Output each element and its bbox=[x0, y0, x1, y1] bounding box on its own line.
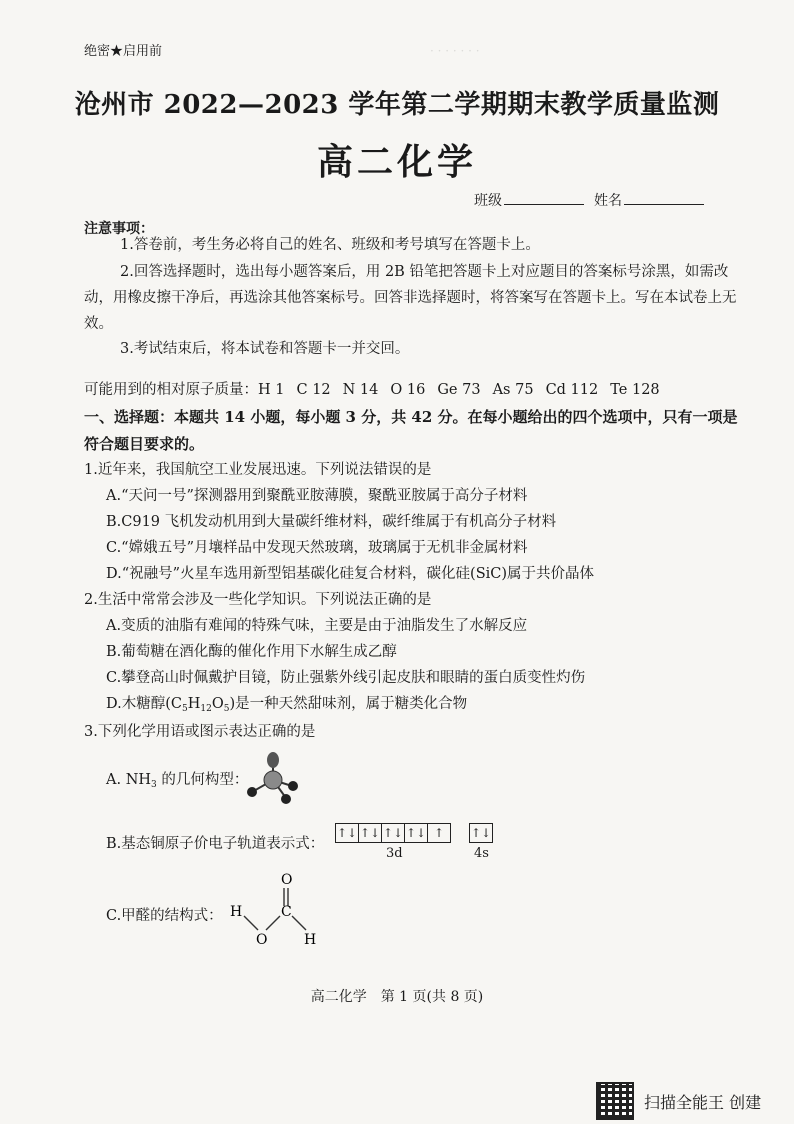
exam-title: 沧州市 2022—2023 学年第二学期期末教学质量监测 bbox=[74, 90, 720, 120]
question-1-stem: 1.近年来，我国航空工业发展迅速。下列说法错误的是 bbox=[84, 462, 432, 478]
secret-label: 绝密★启用前 bbox=[84, 44, 163, 59]
atomic-mass: Ge 73 bbox=[437, 382, 481, 398]
scanner-label: 扫描全能王 创建 bbox=[644, 1092, 762, 1112]
atomic-mass: C 12 bbox=[296, 382, 331, 398]
nh3-ball-stick-model-icon bbox=[240, 750, 306, 810]
scanner-watermark bbox=[596, 1082, 761, 1120]
question-2-option-b: B.葡萄糖在酒化酶的催化作用下水解生成乙醇 bbox=[106, 644, 397, 660]
option-d-text: O bbox=[211, 696, 224, 712]
section-title: 一、选择题：本题共 14 小题，每小题 3 分，共 42 分。在每小题给出的四个选项中，只有一项是符合题目要求的。 bbox=[84, 408, 738, 453]
question-2-stem: 2.生活中常常会涉及一些化学知识。下列说法正确的是 bbox=[84, 592, 432, 608]
bleed-through-text: · · · · · · · bbox=[430, 44, 480, 58]
subscript: 5 bbox=[181, 704, 188, 714]
atomic-mass: Cd 112 bbox=[545, 382, 599, 398]
subject-title: 高二化学 bbox=[316, 141, 477, 183]
atomic-mass: H 1 bbox=[258, 382, 285, 398]
notice-item-3: 3.考试结束后，将本试卷和答题卡一并交回。 bbox=[120, 341, 410, 357]
atom-o-top: O bbox=[281, 872, 293, 888]
name-label: 姓名 bbox=[594, 193, 622, 209]
class-name-bar bbox=[474, 190, 704, 210]
atomic-masses bbox=[84, 378, 672, 399]
orbital-box: ↑↓ bbox=[469, 823, 493, 843]
question-1-option-a: A.“天问一号”探测器用到聚酰亚胺薄膜，聚酰亚胺属于高分子材料 bbox=[106, 488, 528, 504]
subscript: 12 bbox=[200, 704, 212, 714]
formaldehyde-structure bbox=[226, 868, 326, 952]
name-blank[interactable] bbox=[624, 192, 704, 205]
option-d-text: H bbox=[187, 696, 201, 712]
class-label: 班级 bbox=[474, 193, 502, 209]
option-a-text: 的几何构型： bbox=[156, 772, 249, 788]
qr-code-icon bbox=[596, 1082, 634, 1120]
question-3-stem: 3.下列化学用语或图示表达正确的是 bbox=[84, 724, 316, 740]
orbital-4s bbox=[470, 822, 493, 843]
atom-c: C bbox=[281, 904, 292, 920]
atom-h-left: H bbox=[230, 904, 243, 920]
orbital-4s-label: 4s bbox=[474, 846, 489, 861]
question-1-option-c: C.“嫦娥五号”月壤样品中发现天然玻璃，玻璃属于无机非金属材料 bbox=[106, 540, 528, 556]
question-1-option-d: D.“祝融号”火星车选用新型铝基碳化硅复合材料，碳化硅(SiC)属于共价晶体 bbox=[106, 566, 595, 582]
orbital-box: ↑↓ bbox=[335, 823, 359, 843]
question-3-option-c: C.甲醛的结构式： bbox=[106, 908, 223, 924]
orbital-3d-label: 3d bbox=[386, 846, 403, 861]
atom-o-bottom: O bbox=[256, 932, 268, 948]
option-d-text: )是一种天然甜味剂，属于糖类化合物 bbox=[229, 696, 468, 712]
question-3-option-b: B.基态铜原子价电子轨道表示式： bbox=[106, 836, 325, 852]
question-2-option-c: C.攀登高山时佩戴护目镜，防止强紫外线引起皮肤和眼睛的蛋白质变性灼伤 bbox=[106, 670, 586, 686]
notice-heading: 注意事项： bbox=[84, 221, 154, 237]
orbital-box: ↑↓ bbox=[404, 823, 428, 843]
atomic-masses-label: 可能用到的相对原子质量： bbox=[84, 382, 258, 398]
notice-item-2: 2.回答选择题时，选出每小题答案后，用 2B 铅笔把答题卡上对应题目的答案标号涂黑，如需改动，用橡皮擦干净后，再选涂其他答案标号。回答非选择题时，将答案写在答题卡上。写在本试卷上无效。 bbox=[84, 264, 737, 332]
atomic-mass: As 75 bbox=[492, 382, 534, 398]
question-2-option-a: A.变质的油脂有难闻的特殊气味，主要是由于油脂发生了水解反应 bbox=[106, 618, 528, 634]
atomic-mass: N 14 bbox=[342, 382, 379, 398]
atomic-mass: Te 128 bbox=[610, 382, 660, 398]
question-2-option-d bbox=[106, 692, 467, 714]
subscript: 5 bbox=[223, 704, 230, 714]
class-blank[interactable] bbox=[504, 192, 584, 205]
subscript: 3 bbox=[151, 780, 157, 790]
orbital-box: ↑ bbox=[427, 823, 451, 843]
question-1-option-b: B.C919 飞机发动机用到大量碳纤维材料，碳纤维属于有机高分子材料 bbox=[106, 514, 557, 530]
option-d-text: D.木糖醇(C bbox=[106, 696, 182, 712]
atom-h-right: H bbox=[304, 932, 317, 948]
atomic-mass: O 16 bbox=[390, 382, 426, 398]
orbital-box: ↑↓ bbox=[358, 823, 382, 843]
page-footer: 高二化学 第 1 页(共 8 页) bbox=[310, 989, 484, 1005]
question-3-option-a bbox=[106, 768, 248, 790]
option-a-text: A. NH bbox=[106, 772, 152, 788]
orbital-box: ↑↓ bbox=[381, 823, 405, 843]
orbital-3d bbox=[336, 822, 451, 843]
notice-item-1: 1.答卷前，考生务必将自己的姓名、班级和考号填写在答题卡上。 bbox=[120, 237, 540, 253]
